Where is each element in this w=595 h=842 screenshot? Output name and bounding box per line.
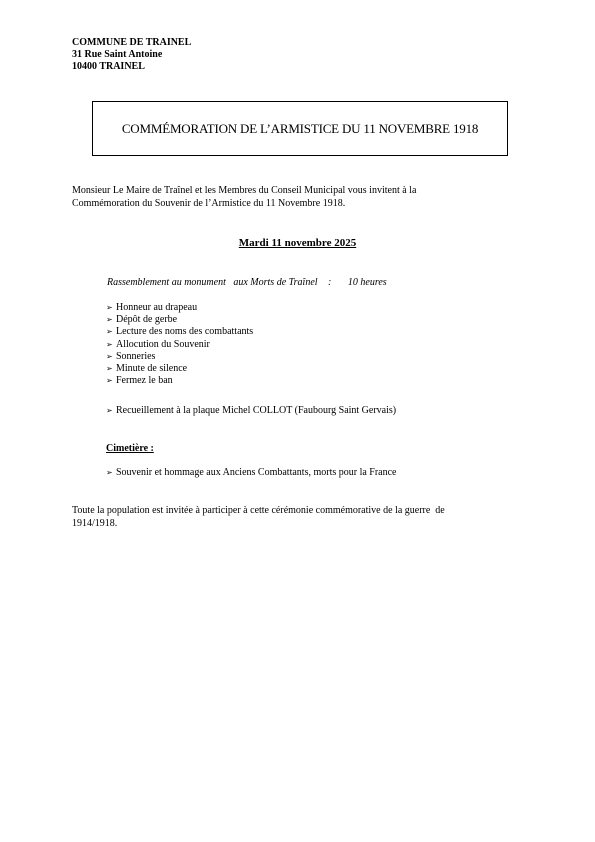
cemetery-item	[106, 467, 397, 478]
invitation-line-2: Commémoration du Souvenir de l’Armistice du 11 Novembre 1918.	[72, 197, 346, 209]
title-box	[92, 101, 508, 156]
gathering-time: 10 heures	[347, 277, 387, 288]
arrow-bullet-icon: ➢	[106, 364, 113, 374]
header-street-address: 31 Rue Saint Antoine	[72, 49, 163, 60]
invitation-line-1: Monsieur Le Maire de Traînel et les Membres du Conseil Municipal vous invitent à la	[72, 185, 417, 196]
arrow-bullet-icon: ➢	[106, 315, 113, 325]
ceremony-program-list	[106, 302, 253, 387]
program-item-label: Dépôt de gerbe	[116, 314, 178, 326]
gathering-line	[107, 277, 387, 288]
recueillement-item	[106, 405, 396, 416]
arrow-bullet-icon: ➢	[106, 406, 113, 415]
gathering-separator: :	[328, 277, 332, 288]
program-item-label: Allocution du Souvenir	[116, 338, 210, 350]
municipality-header	[72, 37, 191, 73]
header-commune-name: COMMUNE DE TRAINEL	[72, 37, 192, 48]
closing-line-1: Toute la population est invitée à participer à cette cérémonie commémorative de la guerre de	[72, 505, 445, 516]
program-item	[106, 314, 253, 326]
program-item	[106, 375, 253, 387]
program-item-label: Minute de silence	[116, 363, 188, 375]
program-item	[106, 339, 253, 351]
program-item-label: Fermez le ban	[116, 375, 173, 387]
program-item-label: Honneur au drapeau	[116, 302, 198, 313]
arrow-bullet-icon: ➢	[106, 351, 113, 361]
program-item	[106, 351, 253, 363]
closing-paragraph	[72, 505, 502, 530]
cemetery-item-label: Souvenir et hommage aux Anciens Combattants, morts pour la France	[116, 467, 397, 478]
cemetery-heading: Cimetière :	[106, 443, 154, 454]
program-item	[106, 326, 253, 338]
arrow-bullet-icon: ➢	[106, 376, 113, 386]
arrow-bullet-icon: ➢	[106, 339, 113, 349]
closing-line-2: 1914/1918.	[72, 517, 118, 529]
program-item-label: Sonneries	[116, 350, 156, 362]
program-item-label: Lecture des noms des combattants	[116, 326, 254, 338]
invitation-paragraph	[72, 185, 492, 210]
arrow-bullet-icon: ➢	[106, 327, 113, 337]
header-postal-city: 10400 TRAINEL	[72, 61, 145, 72]
event-date: Mardi 11 novembre 2025	[238, 237, 357, 249]
gathering-place: Rassemblement au monument aux Morts de Traînel	[107, 277, 318, 288]
arrow-bullet-icon: ➢	[106, 468, 113, 477]
document-title: COMMÉMORATION DE L’ARMISTICE DU 11 NOVEMBRE 1918	[121, 121, 479, 136]
program-item	[106, 363, 253, 375]
program-item	[106, 302, 253, 314]
recueillement-label: Recueillement à la plaque Michel COLLOT (Faubourg Saint Gervais)	[116, 405, 397, 416]
arrow-bullet-icon: ➢	[106, 303, 113, 312]
